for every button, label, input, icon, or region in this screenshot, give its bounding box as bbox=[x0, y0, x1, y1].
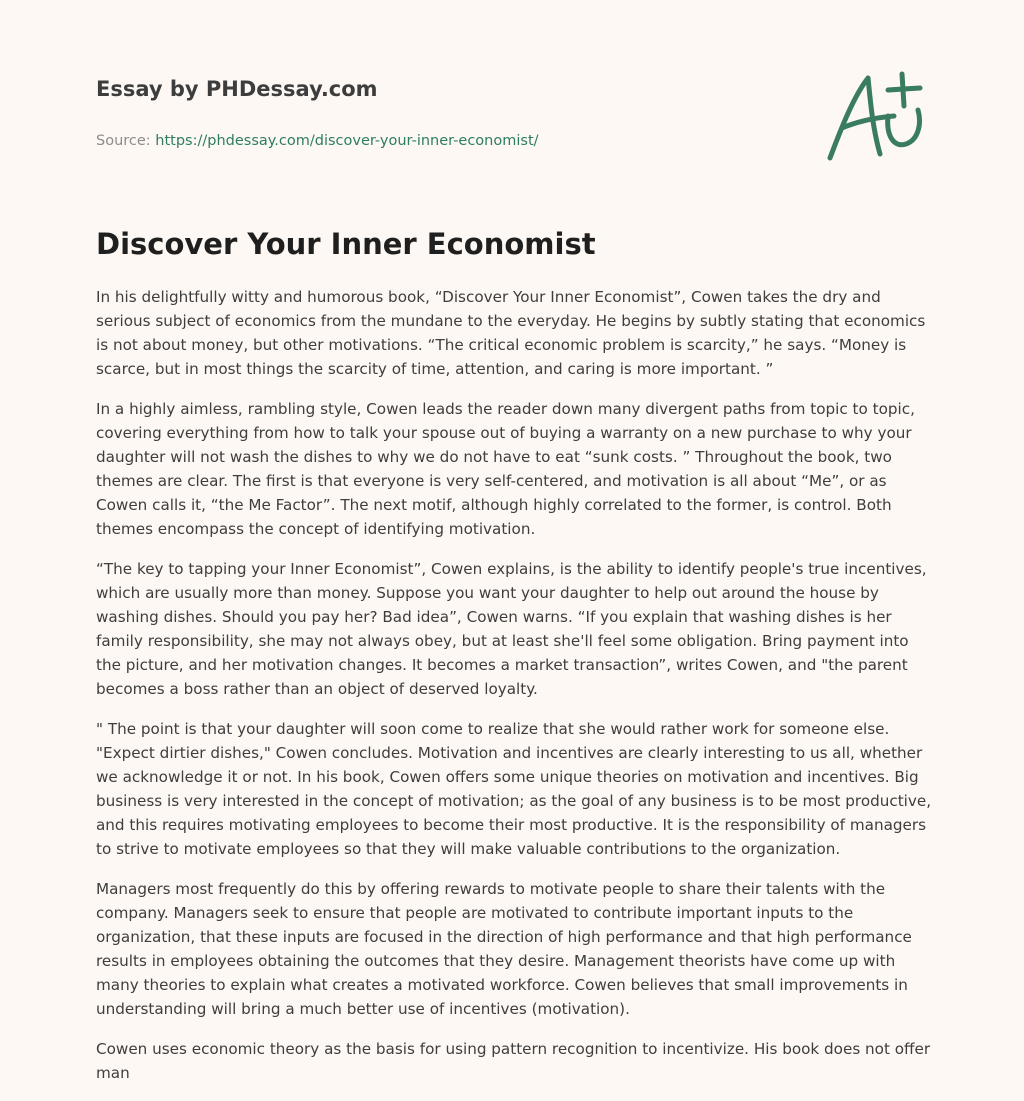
header bbox=[96, 74, 796, 151]
essay-title: Discover Your Inner Economist bbox=[96, 227, 596, 261]
essay-paragraph: “The key to tapping your Inner Economist”, Cowen explains, is the ability to identify people's true incentives, which are usually more than money. Suppose you want your daughter to help out around the house by washing dishes. Should you pay her? Bad idea”, Cowen warns. “If you explain that washing dishes is her family responsibility, she may not always obey, but at least she'll feel some obligation. Bring payment into the picture, and her motivation changes. It becomes a market transaction”, writes Cowen, and "the parent becomes a boss rather than an object of deserved loyalty. bbox=[96, 560, 927, 698]
essay-paragraph: Cowen uses economic theory as the basis for using pattern recognition to incentivize. His book does not offer man bbox=[96, 1040, 931, 1082]
source-label: Source: bbox=[96, 133, 156, 149]
source-line bbox=[96, 131, 796, 151]
essay-paragraph: Managers most frequently do this by offering rewards to motivate people to share their talents with the company. Managers seek to ensure that people are motivated to contribute important inputs to the organization, that these inputs are focused in the direction of high performance and that high performance results in employees obtaining the outcomes that they desire. Management theorists have come up with many theories to explain what creates a motivated workforce. Cowen believes that small improvements in understanding will bring a much better use of incentives (motivation). bbox=[96, 880, 912, 1018]
source-link[interactable]: https://phdessay.com/discover-your-inner-economist/ bbox=[155, 133, 539, 149]
essay-paragraph: " The point is that your daughter will soon come to realize that she would rather work for someone else. "Expect dirtier dishes," Cowen concludes. Motivation and incentives are clearly interesting to us all, whether we acknowledge it or not. In his book, Cowen offers some unique theories on motivation and incentives. Big business is very interested in the concept of motivation; as the goal of any business is to be most productive, and this requires motivating employees to become their most productive. It is the responsibility of managers to strive to motivate employees so that they will make valuable contributions to the organization. bbox=[96, 720, 932, 858]
a-plus-grade-icon bbox=[820, 66, 930, 166]
essay-paragraph: In his delightfully witty and humorous book, “Discover Your Inner Economist”, Cowen takes the dry and serious subject of economics from the mundane to the everyday. He begins by subtly stating that economics is not about money, but other motivations. “The critical economic problem is scarcity,” he says. “Money is scarce, but in most things the scarcity of time, attention, and caring is more important. ” bbox=[96, 288, 926, 378]
essay-body bbox=[96, 285, 932, 1101]
essay-paragraph: In a highly aimless, rambling style, Cowen leads the reader down many divergent paths from topic to topic, covering everything from how to talk your spouse out of buying a warranty on a new purchase to why your daughter will not wash the dishes to why we do not have to eat “sunk costs. ” Throughout the book, two themes are clear. The first is that everyone is very self-centered, and motivation is all about “Me”, or as Cowen calls it, “the Me Factor”. The next motif, although highly correlated to the former, is control. Both themes encompass the concept of identifying motivation. bbox=[96, 400, 915, 538]
site-title: Essay by PHDessay.com bbox=[96, 77, 378, 101]
